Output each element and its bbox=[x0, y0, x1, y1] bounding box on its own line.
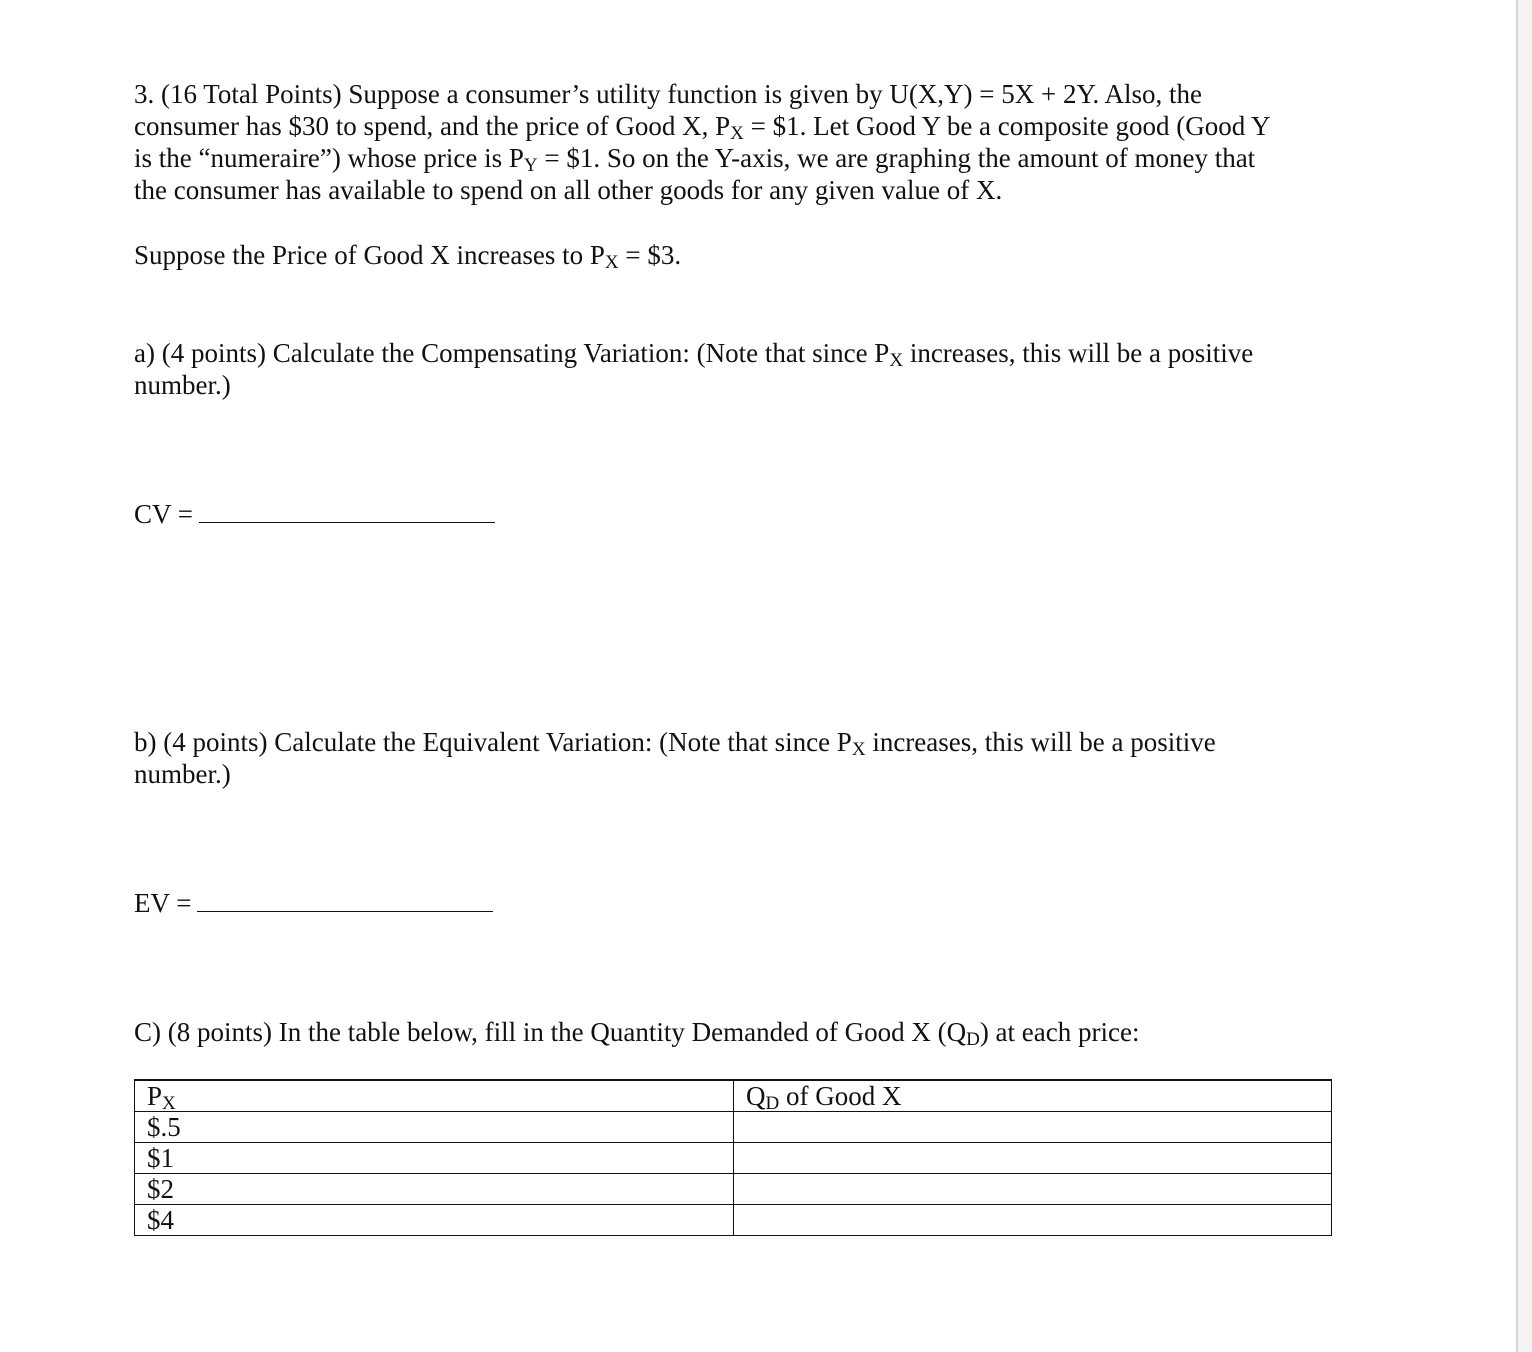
table-row bbox=[135, 1143, 1332, 1174]
ev-answer-line bbox=[134, 887, 1354, 919]
part-b-question: b) (4 points) Calculate the Equivalent Variation: (Note that since $P_X$ increases, this will be a positive number.) bbox=[134, 727, 1216, 789]
price-cell: $4 bbox=[135, 1205, 734, 1236]
intro-line-3: is the “numeraire”) whose price is $P_Y$ = $1. So on the Y-axis, we are graphing the amount of money that bbox=[134, 143, 1256, 176]
price-change-statement: Suppose the Price of Good X increases to $P_X$ = $3. bbox=[134, 240, 682, 273]
demand-table bbox=[134, 1079, 1332, 1236]
problem-intro bbox=[134, 78, 1354, 206]
table-row bbox=[135, 1112, 1332, 1143]
qty-input-cell[interactable] bbox=[734, 1143, 1332, 1174]
table-row bbox=[135, 1205, 1332, 1236]
part-c-question: C) (8 points) In the table below, fill in the Quantity Demanded of Good X $(Q_D)$ at each price: bbox=[134, 1017, 1140, 1050]
header-price-cell: $P_X$ bbox=[135, 1080, 734, 1112]
price-cell: $1 bbox=[135, 1143, 734, 1174]
part-a-question: a) (4 points) Calculate the Compensating Variation: (Note that since $P_X$ increases, this will be a positive number.) bbox=[134, 338, 1254, 400]
intro-line-1: 3. (16 Total Points) Suppose a consumer’s utility function is given by U(X,Y) = 5X + 2Y. Also, the bbox=[134, 79, 1203, 109]
qty-input-cell[interactable] bbox=[734, 1174, 1332, 1205]
table-header-row bbox=[135, 1080, 1332, 1112]
intro-line-2: consumer has $30 to spend, and the price of Good X, $P_X$ = $1. Let Good Y be a composite good (Good Y bbox=[134, 111, 1271, 144]
table-row bbox=[135, 1174, 1332, 1205]
cv-answer-blank[interactable] bbox=[199, 500, 495, 523]
ev-answer-blank[interactable] bbox=[197, 889, 493, 912]
intro-line-4: the consumer has available to spend on all other goods for any given value of X. bbox=[134, 175, 1003, 205]
cv-answer-line bbox=[134, 498, 1354, 530]
qty-input-cell[interactable] bbox=[734, 1205, 1332, 1236]
page-gutter bbox=[1518, 0, 1532, 1352]
cv-label: CV = bbox=[134, 499, 193, 529]
price-cell: $2 bbox=[135, 1174, 734, 1205]
ev-label: EV = bbox=[134, 888, 192, 918]
price-cell: $.5 bbox=[135, 1112, 734, 1143]
header-qty-cell: $Q_D$ of Good X bbox=[734, 1080, 1332, 1112]
qty-input-cell[interactable] bbox=[734, 1112, 1332, 1143]
